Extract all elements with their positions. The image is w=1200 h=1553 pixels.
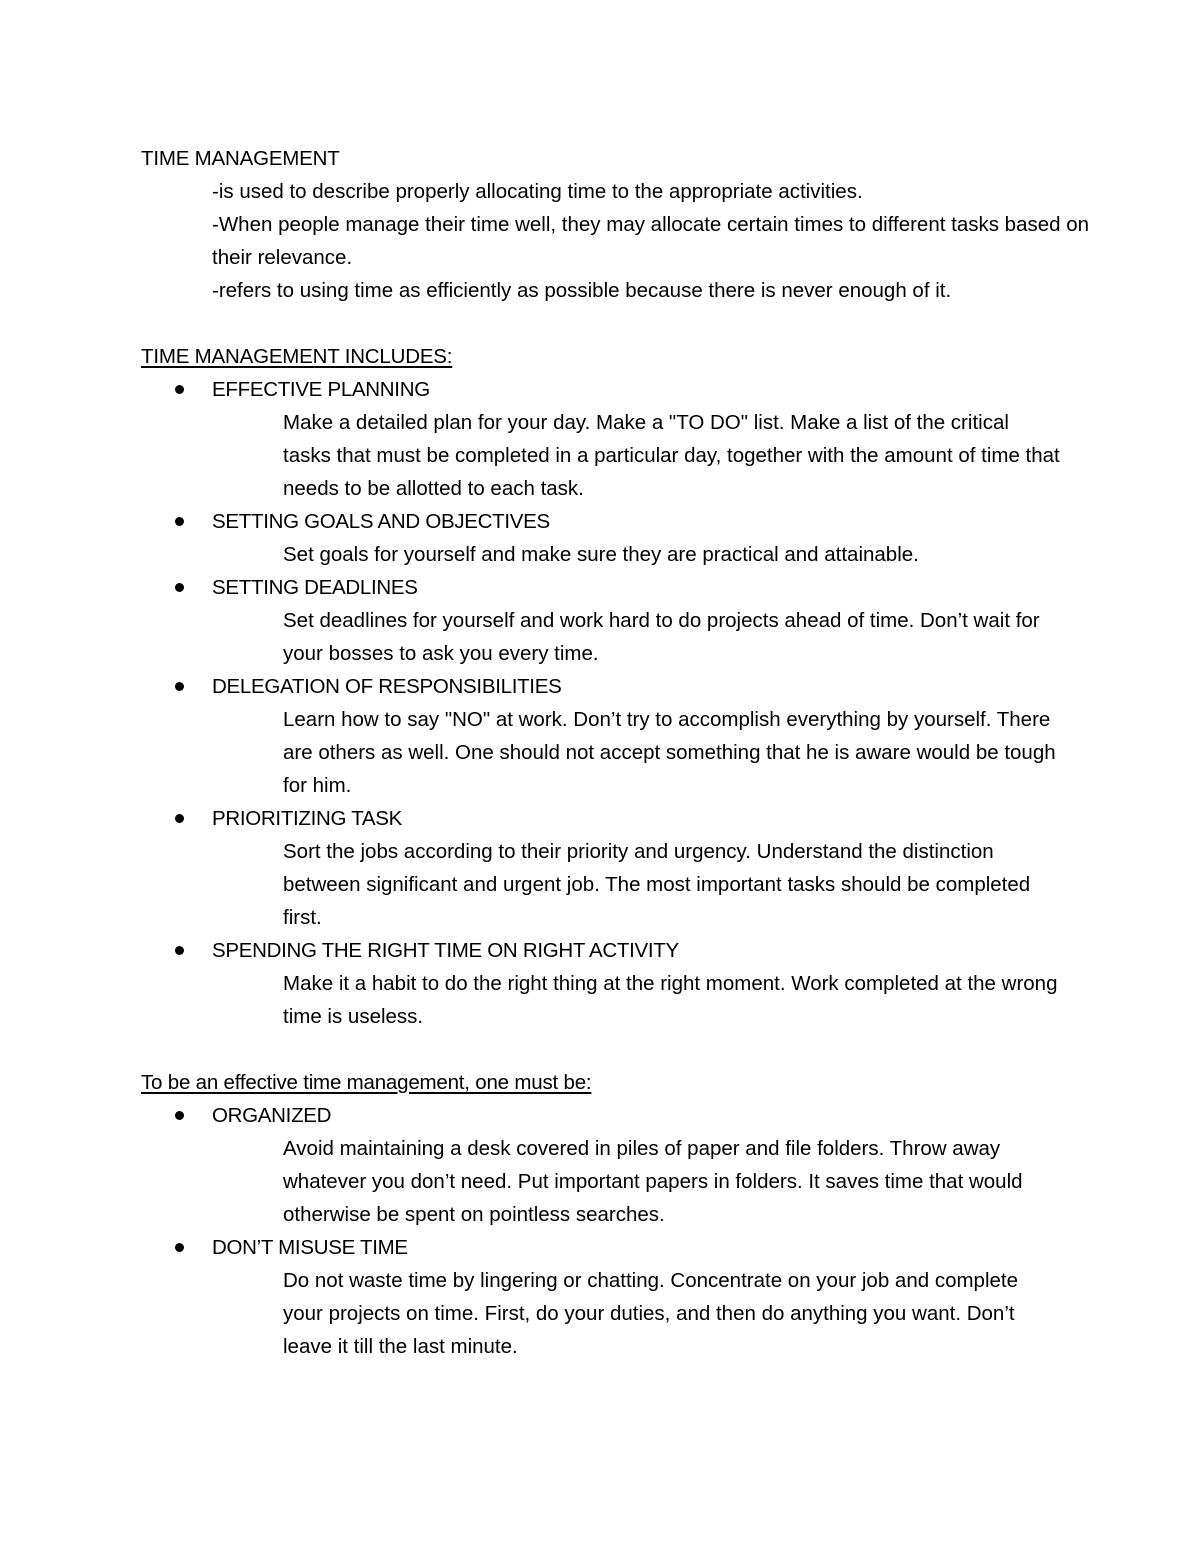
definition-list	[141, 175, 1101, 307]
definition-line: -refers to using time as efficiently as possible because there is never enough of it.	[212, 279, 952, 302]
item-label: EFFECTIVE PLANNING	[212, 378, 430, 401]
item-label: DELEGATION OF RESPONSIBILITIES	[212, 675, 562, 698]
effective-list	[141, 1099, 1101, 1363]
item-description: Set goals for yourself and make sure they are practical and attainable.	[283, 543, 919, 566]
list-item	[141, 802, 1101, 934]
bullet-icon	[175, 385, 184, 394]
item-description: Sort the jobs according to their priority and urgency. Understand the distinction between significant and urgent job. The most important tasks should be completed first.	[283, 840, 1031, 929]
list-item	[141, 571, 1101, 670]
list-item	[141, 1231, 1101, 1363]
includes-heading: TIME MANAGEMENT INCLUDES:	[141, 345, 453, 368]
bullet-icon	[175, 946, 184, 955]
definition-line: -is used to describe properly allocating time to the appropriate activities.	[212, 180, 863, 203]
document-body	[141, 142, 1101, 1363]
bullet-icon	[175, 814, 184, 823]
item-label: SETTING GOALS AND OBJECTIVES	[212, 510, 550, 533]
item-description: Make a detailed plan for your day. Make a "TO DO" list. Make a list of the critical tasks that must be completed in a particular day, together with the amount of time that needs to be allotted to each task.	[283, 411, 1060, 500]
definition-line: -When people manage their time well, they may allocate certain times to different tasks based on their relevance.	[212, 213, 1090, 269]
bullet-icon	[175, 1243, 184, 1252]
item-description: Avoid maintaining a desk covered in piles of paper and file folders. Throw away whatever you don’t need. Put important papers in folders. It saves time that would otherwise be spent on pointless searches.	[283, 1137, 1023, 1226]
item-label: SPENDING THE RIGHT TIME ON RIGHT ACTIVITY	[212, 939, 679, 962]
item-description: Set deadlines for yourself and work hard to do projects ahead of time. Don’t wait for your bosses to ask you every time.	[283, 609, 1040, 665]
bullet-icon	[175, 583, 184, 592]
list-item	[141, 670, 1101, 802]
effective-heading: To be an effective time management, one must be:	[141, 1071, 592, 1094]
includes-list	[141, 373, 1101, 1033]
item-label: SETTING DEADLINES	[212, 576, 418, 599]
bullet-icon	[175, 1111, 184, 1120]
item-label: PRIORITIZING TASK	[212, 807, 403, 830]
item-description: Make it a habit to do the right thing at the right moment. Work completed at the wrong time is useless.	[283, 972, 1058, 1028]
item-description: Do not waste time by lingering or chatting. Concentrate on your job and complete your projects on time. First, do your duties, and then do anything you want. Don’t leave it till the last minute.	[283, 1269, 1018, 1358]
bullet-icon	[175, 682, 184, 691]
list-item	[141, 1099, 1101, 1231]
item-description: Learn how to say "NO" at work. Don’t try to accomplish everything by yourself. There are others as well. One should not accept something that he is aware would be tough for him.	[283, 708, 1056, 797]
document-title: TIME MANAGEMENT	[141, 147, 340, 170]
list-item	[141, 934, 1101, 1033]
list-item	[141, 373, 1101, 505]
bullet-icon	[175, 517, 184, 526]
item-label: ORGANIZED	[212, 1104, 332, 1127]
list-item	[141, 505, 1101, 571]
item-label: DON’T MISUSE TIME	[212, 1236, 408, 1259]
